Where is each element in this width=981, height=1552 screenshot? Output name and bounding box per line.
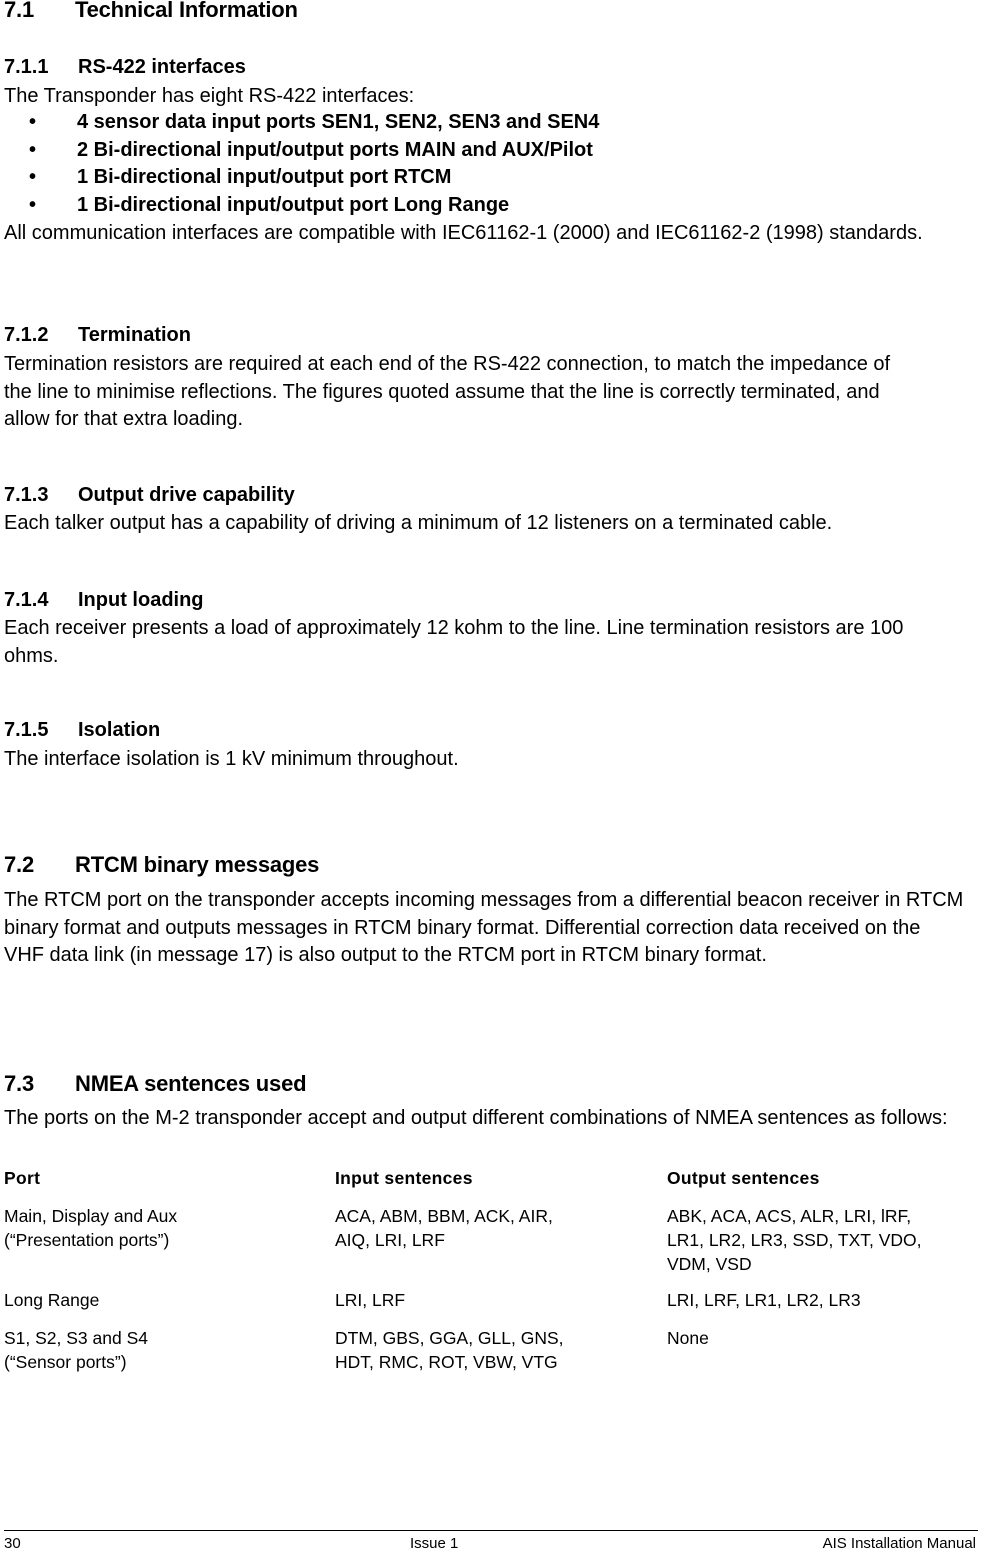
- list-item-text: 1 Bi-directional input/output port Long Range: [77, 193, 510, 216]
- table-row: [4, 1204, 976, 1288]
- cell-line: HDT, RMC, ROT, VBW, VTG: [335, 1352, 558, 1372]
- heading-7-1-2: [4, 324, 191, 347]
- column-header-port: Port: [4, 1168, 41, 1188]
- cell-output: [667, 1326, 976, 1350]
- list-item-text: 4 sensor data input ports SEN1, SEN2, SEN3 and SEN4: [77, 111, 600, 133]
- bullet-icon: •: [29, 193, 37, 216]
- cell-line: LRI, LRF: [335, 1290, 406, 1310]
- heading-title: RS-422 interfaces: [78, 56, 246, 78]
- heading-number: 7.1: [4, 0, 34, 22]
- footer-page-number: 30: [4, 1535, 21, 1552]
- cell-port: [4, 1326, 334, 1374]
- heading-7-3: [4, 1071, 306, 1097]
- table-row: [4, 1326, 976, 1386]
- cell-line: AIQ, LRI, LRF: [335, 1230, 445, 1250]
- cell-output: [667, 1288, 976, 1312]
- bullet-icon: •: [29, 166, 37, 188]
- heading-number: 7.1.5: [4, 719, 49, 741]
- heading-title: Output drive capability: [78, 484, 295, 506]
- rs422-intro: The Transponder has eight RS-422 interfaces:: [4, 85, 415, 107]
- heading-7-1-3: [4, 484, 295, 507]
- heading-title: Input loading: [78, 589, 204, 611]
- isolation-text: The interface isolation is 1 kV minimum throughout.: [4, 748, 459, 770]
- column-header-input: Input sentences: [335, 1168, 473, 1188]
- heading-7-1-4: [4, 589, 204, 612]
- input-loading-text: Each receiver presents a load of approximately 12 kohm to the line. Line termination resistors are 100 ohms.: [4, 617, 904, 667]
- cell-line: ABK, ACA, ACS, ALR, LRI, lRF,: [667, 1206, 912, 1226]
- heading-7-2: [4, 852, 319, 878]
- heading-7-1-1: [4, 56, 246, 79]
- heading-7-1: [4, 0, 298, 23]
- heading-title: NMEA sentences used: [75, 1071, 307, 1096]
- document-page: [4, 0, 976, 1550]
- cell-line: Long Range: [4, 1290, 100, 1310]
- output-drive-text: Each talker output has a capability of driving a minimum of 12 listeners on a terminated cable.: [4, 512, 833, 534]
- cell-line: VDM, VSD: [667, 1254, 752, 1274]
- bullet-icon: •: [29, 138, 37, 161]
- heading-number: 7.2: [4, 852, 34, 877]
- cell-line: (“Presentation ports”): [4, 1230, 170, 1250]
- heading-number: 7.1.1: [4, 56, 49, 78]
- heading-title: Isolation: [78, 719, 161, 741]
- heading-title: RTCM binary messages: [75, 852, 320, 877]
- heading-number: 7.1.4: [4, 589, 49, 611]
- nmea-sentences-table: [4, 1166, 976, 1386]
- cell-line: ACA, ABM, BBM, ACK, AIR,: [335, 1206, 553, 1226]
- cell-line: (“Sensor ports”): [4, 1352, 127, 1372]
- heading-number: 7.1.3: [4, 484, 49, 506]
- cell-port: [4, 1204, 334, 1252]
- cell-line: LRI, LRF, LR1, LR2, LR3: [667, 1290, 861, 1310]
- cell-line: None: [667, 1328, 709, 1348]
- termination-text: Termination resistors are required at each end of the RS-422 connection, to match the impedance of the line to minimise reflections. The figures quoted assume that the line is correctly terminated, and allow for that extra loading.: [4, 353, 891, 430]
- table-header-row: [4, 1166, 976, 1204]
- rtcm-text: The RTCM port on the transponder accepts incoming messages from a differential beacon receiver in RTCM binary format and outputs messages in RTCM binary format. Differential correction data received on the VHF data link (in message 17) is also output to the RTCM port in RTCM binary format.: [4, 889, 964, 966]
- heading-number: 7.3: [4, 1071, 34, 1096]
- footer-divider: [4, 1530, 978, 1531]
- footer-manual-title: AIS Installation Manual: [822, 1535, 976, 1552]
- heading-title: Termination: [78, 324, 191, 346]
- cell-line: S1, S2, S3 and S4: [4, 1328, 148, 1348]
- column-header-output: Output sentences: [667, 1168, 820, 1188]
- cell-line: DTM, GBS, GGA, GLL, GNS,: [335, 1328, 564, 1348]
- table-row: [4, 1288, 976, 1326]
- heading-title: Technical Information: [75, 0, 298, 22]
- cell-line: Main, Display and Aux: [4, 1206, 178, 1226]
- cell-output: [667, 1204, 976, 1276]
- rs422-compatibility-text: All communication interfaces are compatible with IEC61162-1 (2000) and IEC61162-2 (1998) standards.: [4, 222, 923, 244]
- cell-input: [335, 1288, 655, 1312]
- cell-input: [335, 1326, 655, 1374]
- heading-number: 7.1.2: [4, 324, 49, 346]
- bullet-icon: •: [29, 111, 37, 133]
- cell-input: [335, 1204, 655, 1252]
- cell-port: [4, 1288, 334, 1312]
- list-item-text: 1 Bi-directional input/output port RTCM: [77, 166, 452, 188]
- cell-line: LR1, LR2, LR3, SSD, TXT, VDO,: [667, 1230, 922, 1250]
- footer-issue: Issue 1: [410, 1535, 459, 1552]
- list-item-text: 2 Bi-directional input/output ports MAIN and AUX/Pilot: [77, 138, 593, 161]
- nmea-intro-text: The ports on the M-2 transponder accept and output different combinations of NMEA sentences as follows:: [4, 1107, 948, 1129]
- heading-7-1-5: [4, 719, 160, 742]
